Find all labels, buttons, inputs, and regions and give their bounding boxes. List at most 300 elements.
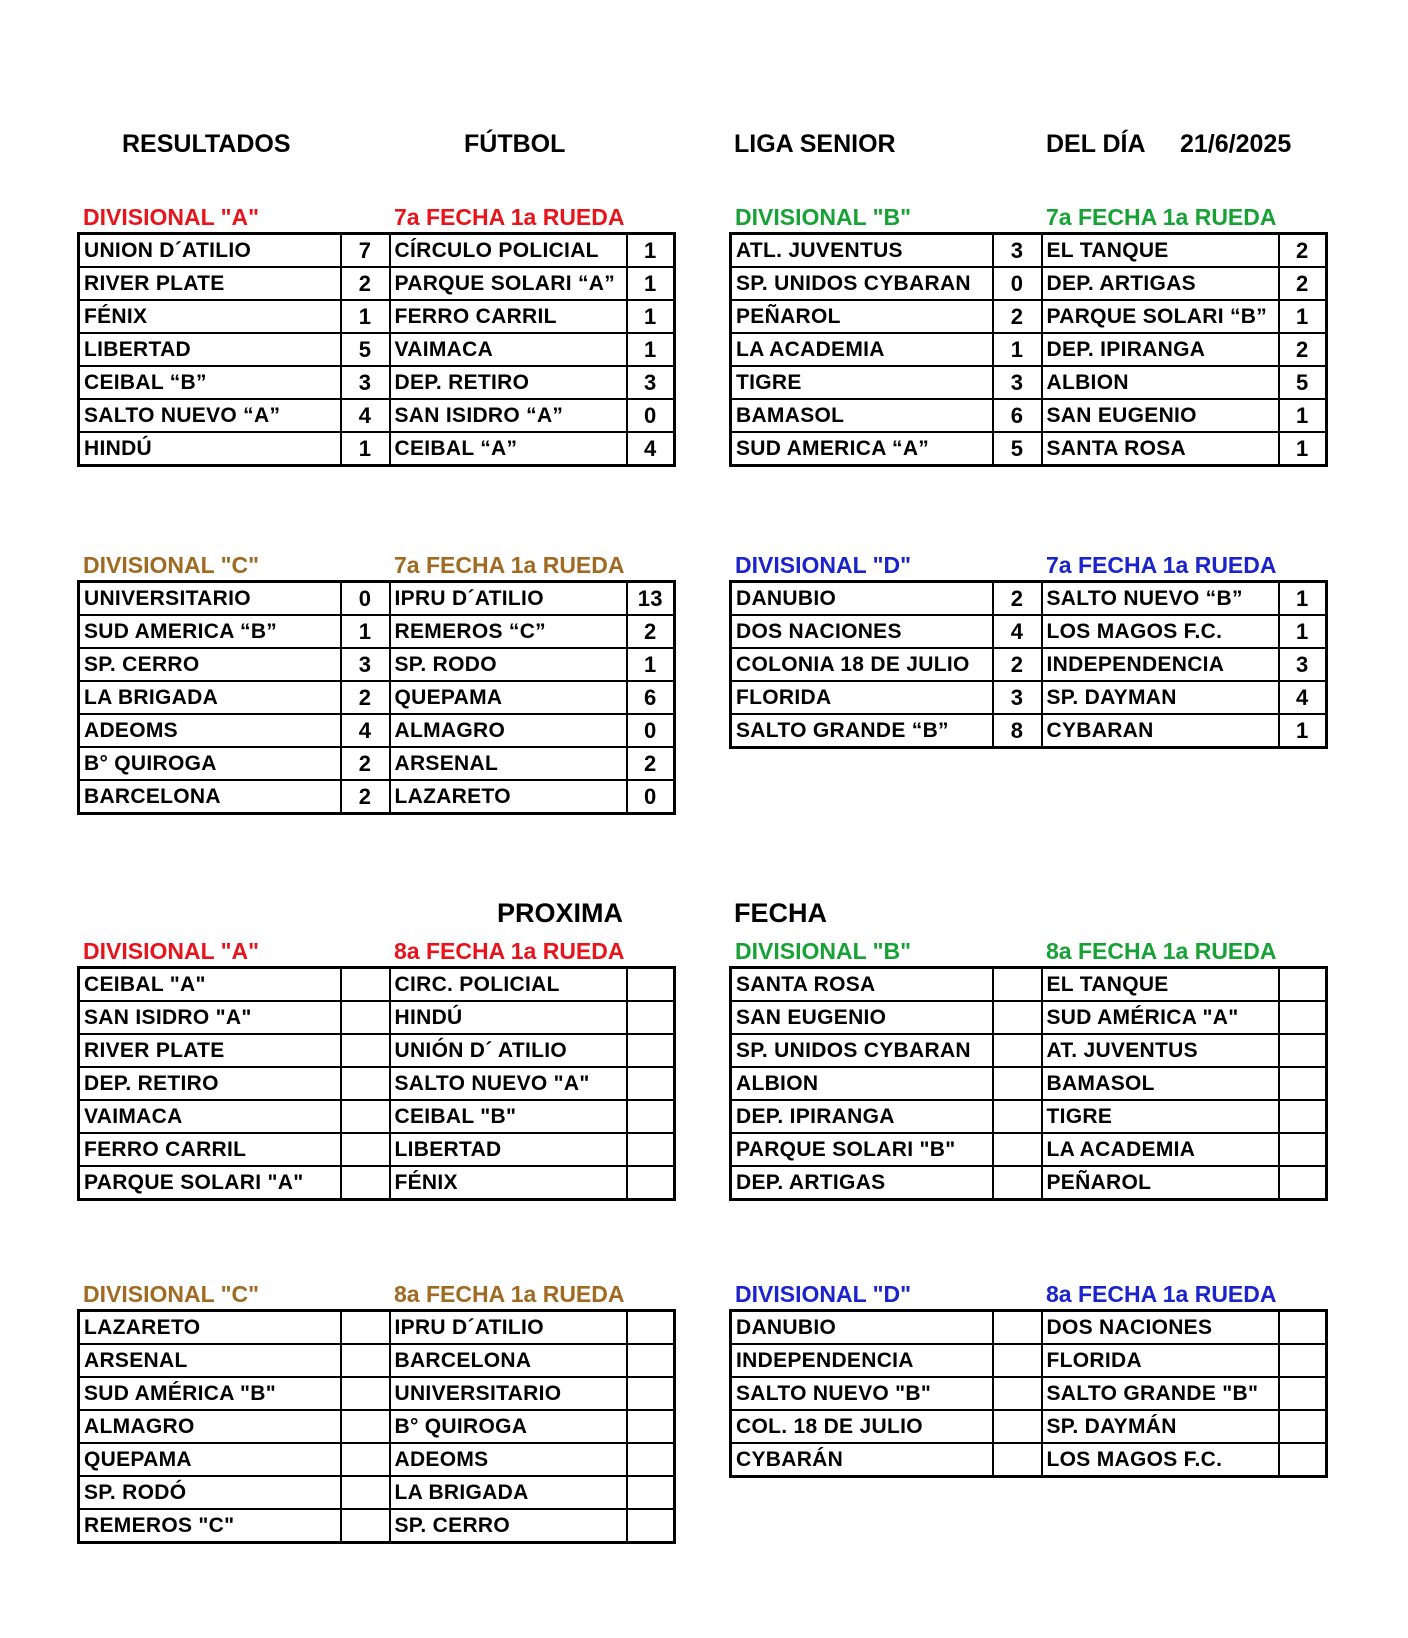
away-score xyxy=(627,1410,675,1443)
away-team: PEÑAROL xyxy=(1042,1166,1279,1200)
home-team: VAIMACA xyxy=(79,1100,341,1133)
divisional-title: DIVISIONAL "C" xyxy=(83,552,260,578)
home-score: 5 xyxy=(993,432,1042,466)
home-score: 0 xyxy=(993,267,1042,300)
match-row xyxy=(79,1311,675,1345)
home-team: SP. RODÓ xyxy=(79,1476,341,1509)
home-team: INDEPENDENCIA xyxy=(731,1344,993,1377)
away-team: CEIBAL “A” xyxy=(390,432,627,466)
home-score: 8 xyxy=(993,714,1042,748)
home-score: 4 xyxy=(341,399,390,432)
away-team: UNIVERSITARIO xyxy=(390,1377,627,1410)
away-team: SP. DAYMÁN xyxy=(1042,1410,1279,1443)
away-score: 1 xyxy=(1279,432,1327,466)
match-row xyxy=(731,432,1327,466)
round-label: 8a FECHA 1a RUEDA xyxy=(394,938,625,964)
home-score: 4 xyxy=(993,615,1042,648)
away-team: SUD AMÉRICA "A" xyxy=(1042,1001,1279,1034)
home-score: 2 xyxy=(993,300,1042,333)
away-score: 1 xyxy=(1279,714,1327,748)
next-title-row-c xyxy=(77,1277,676,1309)
away-team: IPRU D´ATILIO xyxy=(390,582,627,616)
away-team: BAMASOL xyxy=(1042,1067,1279,1100)
away-score: 3 xyxy=(627,366,675,399)
home-score xyxy=(993,1001,1042,1034)
next-block-a xyxy=(77,934,676,1201)
away-team: SALTO GRANDE "B" xyxy=(1042,1377,1279,1410)
match-row xyxy=(79,300,675,333)
away-team: SP. DAYMAN xyxy=(1042,681,1279,714)
home-score xyxy=(341,1166,390,1200)
home-score: 7 xyxy=(341,234,390,268)
away-team: CÍRCULO POLICIAL xyxy=(390,234,627,268)
away-team: DEP. IPIRANGA xyxy=(1042,333,1279,366)
home-team: ARSENAL xyxy=(79,1344,341,1377)
away-team: LIBERTAD xyxy=(390,1133,627,1166)
home-score xyxy=(993,968,1042,1002)
home-team: SP. UNIDOS CYBARAN xyxy=(731,267,993,300)
next-table-a xyxy=(77,966,676,1201)
match-row xyxy=(79,1133,675,1166)
header-liga: LIGA SENIOR xyxy=(734,130,896,158)
home-score: 5 xyxy=(341,333,390,366)
match-row xyxy=(79,582,675,616)
home-team: DEP. IPIRANGA xyxy=(731,1100,993,1133)
away-team: IPRU D´ATILIO xyxy=(390,1311,627,1345)
next-title-row-d xyxy=(729,1277,1328,1309)
away-team: FÉNIX xyxy=(390,1166,627,1200)
home-score xyxy=(993,1410,1042,1443)
home-score xyxy=(993,1443,1042,1477)
match-row xyxy=(731,366,1327,399)
away-team: LOS MAGOS F.C. xyxy=(1042,615,1279,648)
match-row xyxy=(731,681,1327,714)
home-team: FLORIDA xyxy=(731,681,993,714)
match-row xyxy=(79,399,675,432)
home-team: SANTA ROSA xyxy=(731,968,993,1002)
away-score: 1 xyxy=(1279,399,1327,432)
home-score xyxy=(341,1443,390,1476)
match-row xyxy=(731,648,1327,681)
home-team: ALMAGRO xyxy=(79,1410,341,1443)
away-team: SP. CERRO xyxy=(390,1509,627,1543)
next-block-b xyxy=(729,934,1328,1201)
away-score xyxy=(1279,1067,1327,1100)
round-label: 7a FECHA 1a RUEDA xyxy=(394,204,625,230)
away-team: FLORIDA xyxy=(1042,1344,1279,1377)
results-table-a xyxy=(77,232,676,467)
home-score xyxy=(341,1001,390,1034)
divisional-title: DIVISIONAL "B" xyxy=(735,938,912,964)
away-score xyxy=(627,1034,675,1067)
away-score xyxy=(627,1443,675,1476)
match-row xyxy=(731,1311,1327,1345)
home-team: DEP. ARTIGAS xyxy=(731,1166,993,1200)
match-row xyxy=(79,1410,675,1443)
away-score xyxy=(627,1133,675,1166)
results-block-c xyxy=(77,548,676,815)
match-row xyxy=(79,681,675,714)
away-team: SAN EUGENIO xyxy=(1042,399,1279,432)
header-del-dia: DEL DÍA xyxy=(1046,130,1146,158)
home-team: CEIBAL “B” xyxy=(79,366,341,399)
home-score xyxy=(993,1166,1042,1200)
home-score: 3 xyxy=(993,681,1042,714)
away-score xyxy=(1279,968,1327,1002)
match-row xyxy=(79,432,675,466)
away-team: SP. RODO xyxy=(390,648,627,681)
match-row xyxy=(79,234,675,268)
away-team: TIGRE xyxy=(1042,1100,1279,1133)
match-row xyxy=(731,267,1327,300)
away-score xyxy=(1279,1410,1327,1443)
home-team: RIVER PLATE xyxy=(79,267,341,300)
match-row xyxy=(79,1001,675,1034)
home-score: 2 xyxy=(341,681,390,714)
home-score: 1 xyxy=(993,333,1042,366)
home-team: SUD AMERICA “B” xyxy=(79,615,341,648)
home-score: 2 xyxy=(341,267,390,300)
match-row xyxy=(731,968,1327,1002)
home-team: DOS NACIONES xyxy=(731,615,993,648)
home-team: REMEROS "C" xyxy=(79,1509,341,1543)
away-score: 1 xyxy=(627,234,675,268)
home-score xyxy=(341,1100,390,1133)
home-score: 2 xyxy=(993,582,1042,616)
divisional-title: DIVISIONAL "D" xyxy=(735,552,912,578)
away-score xyxy=(1279,1344,1327,1377)
away-score xyxy=(1279,1001,1327,1034)
round-label: 8a FECHA 1a RUEDA xyxy=(394,1281,625,1307)
home-score: 1 xyxy=(341,432,390,466)
match-row xyxy=(79,747,675,780)
home-score xyxy=(341,1377,390,1410)
home-team: QUEPAMA xyxy=(79,1443,341,1476)
match-row xyxy=(79,1100,675,1133)
match-row xyxy=(79,648,675,681)
home-team: HINDÚ xyxy=(79,432,341,466)
home-team: UNION D´ATILIO xyxy=(79,234,341,268)
away-team: EL TANQUE xyxy=(1042,968,1279,1002)
away-score: 5 xyxy=(1279,366,1327,399)
away-score xyxy=(627,1067,675,1100)
away-team: BARCELONA xyxy=(390,1344,627,1377)
round-label: 7a FECHA 1a RUEDA xyxy=(1046,552,1277,578)
away-score: 0 xyxy=(627,780,675,814)
away-score xyxy=(1279,1133,1327,1166)
next-title-row-b xyxy=(729,934,1328,966)
away-score: 1 xyxy=(1279,300,1327,333)
home-team: UNIVERSITARIO xyxy=(79,582,341,616)
home-team: ATL. JUVENTUS xyxy=(731,234,993,268)
home-team: DEP. RETIRO xyxy=(79,1067,341,1100)
round-label: 7a FECHA 1a RUEDA xyxy=(1046,204,1277,230)
away-score xyxy=(627,1311,675,1345)
next-table-b xyxy=(729,966,1328,1201)
away-score: 1 xyxy=(627,333,675,366)
match-row xyxy=(731,1100,1327,1133)
home-score: 2 xyxy=(341,747,390,780)
home-score: 2 xyxy=(341,780,390,814)
match-row xyxy=(79,1166,675,1200)
home-team: ALBION xyxy=(731,1067,993,1100)
home-team: DANUBIO xyxy=(731,582,993,616)
away-team: SAN ISIDRO “A” xyxy=(390,399,627,432)
home-score xyxy=(341,1067,390,1100)
away-score xyxy=(627,1001,675,1034)
away-team: LA ACADEMIA xyxy=(1042,1133,1279,1166)
match-row xyxy=(79,1509,675,1543)
away-score xyxy=(627,1100,675,1133)
home-team: COL. 18 DE JULIO xyxy=(731,1410,993,1443)
results-title-row-a xyxy=(77,200,676,232)
away-score xyxy=(627,1166,675,1200)
match-row xyxy=(731,1166,1327,1200)
away-team: REMEROS “C” xyxy=(390,615,627,648)
match-row xyxy=(731,1133,1327,1166)
home-score xyxy=(341,1410,390,1443)
home-score xyxy=(993,1311,1042,1345)
match-row xyxy=(79,1034,675,1067)
home-score xyxy=(993,1377,1042,1410)
away-team: SANTA ROSA xyxy=(1042,432,1279,466)
away-score xyxy=(1279,1311,1327,1345)
away-team: CEIBAL "B" xyxy=(390,1100,627,1133)
away-score: 4 xyxy=(627,432,675,466)
next-table-c xyxy=(77,1309,676,1544)
away-score xyxy=(1279,1443,1327,1477)
match-row xyxy=(79,714,675,747)
home-team: SALTO NUEVO "B" xyxy=(731,1377,993,1410)
home-team: CYBARÁN xyxy=(731,1443,993,1477)
home-team: BAMASOL xyxy=(731,399,993,432)
away-score xyxy=(1279,1377,1327,1410)
home-score xyxy=(341,1311,390,1345)
away-team: HINDÚ xyxy=(390,1001,627,1034)
next-block-d xyxy=(729,1277,1328,1478)
home-team: SAN EUGENIO xyxy=(731,1001,993,1034)
home-team: ADEOMS xyxy=(79,714,341,747)
home-team: TIGRE xyxy=(731,366,993,399)
match-row xyxy=(79,333,675,366)
away-score xyxy=(627,1377,675,1410)
match-row xyxy=(79,1377,675,1410)
round-label: 7a FECHA 1a RUEDA xyxy=(394,552,625,578)
away-team: DEP. RETIRO xyxy=(390,366,627,399)
next-block-c xyxy=(77,1277,676,1544)
match-row xyxy=(731,714,1327,748)
home-score: 6 xyxy=(993,399,1042,432)
away-team: PARQUE SOLARI “B” xyxy=(1042,300,1279,333)
home-team: DANUBIO xyxy=(731,1311,993,1345)
away-score xyxy=(627,1509,675,1543)
round-label: 8a FECHA 1a RUEDA xyxy=(1046,1281,1277,1307)
results-table-b xyxy=(729,232,1328,467)
home-score xyxy=(993,1067,1042,1100)
away-team: B° QUIROGA xyxy=(390,1410,627,1443)
away-team: ARSENAL xyxy=(390,747,627,780)
home-score: 3 xyxy=(341,648,390,681)
results-block-b xyxy=(729,200,1328,467)
away-score: 1 xyxy=(1279,615,1327,648)
away-team: DEP. ARTIGAS xyxy=(1042,267,1279,300)
away-score xyxy=(627,1476,675,1509)
match-row xyxy=(79,615,675,648)
next-title-row-a xyxy=(77,934,676,966)
away-score: 1 xyxy=(627,267,675,300)
away-team: LA BRIGADA xyxy=(390,1476,627,1509)
away-team: FERRO CARRIL xyxy=(390,300,627,333)
proxima-label: PROXIMA xyxy=(497,898,624,928)
match-row xyxy=(731,1067,1327,1100)
results-table-d xyxy=(729,580,1328,749)
home-team: SAN ISIDRO "A" xyxy=(79,1001,341,1034)
away-team: QUEPAMA xyxy=(390,681,627,714)
away-score xyxy=(1279,1166,1327,1200)
home-score xyxy=(993,1133,1042,1166)
home-score xyxy=(993,1100,1042,1133)
home-score xyxy=(993,1344,1042,1377)
divisional-title: DIVISIONAL "D" xyxy=(735,1281,912,1307)
away-team: CYBARAN xyxy=(1042,714,1279,748)
home-score: 1 xyxy=(341,615,390,648)
away-team: LOS MAGOS F.C. xyxy=(1042,1443,1279,1477)
away-score xyxy=(1279,1100,1327,1133)
away-score: 2 xyxy=(1279,333,1327,366)
home-team: LA BRIGADA xyxy=(79,681,341,714)
away-score: 1 xyxy=(627,300,675,333)
match-row xyxy=(79,267,675,300)
away-team: DOS NACIONES xyxy=(1042,1311,1279,1345)
match-row xyxy=(731,1443,1327,1477)
match-row xyxy=(731,300,1327,333)
results-table-c xyxy=(77,580,676,815)
away-score: 2 xyxy=(627,747,675,780)
away-team: INDEPENDENCIA xyxy=(1042,648,1279,681)
away-team: UNIÓN D´ ATILIO xyxy=(390,1034,627,1067)
home-team: SP. UNIDOS CYBARAN xyxy=(731,1034,993,1067)
home-score: 3 xyxy=(993,234,1042,268)
away-team: ADEOMS xyxy=(390,1443,627,1476)
away-team: ALBION xyxy=(1042,366,1279,399)
match-row xyxy=(731,1377,1327,1410)
away-team: PARQUE SOLARI “A” xyxy=(390,267,627,300)
away-score: 3 xyxy=(1279,648,1327,681)
away-score: 1 xyxy=(1279,582,1327,616)
away-score: 2 xyxy=(1279,234,1327,268)
home-team: RIVER PLATE xyxy=(79,1034,341,1067)
home-team: SUD AMÉRICA "B" xyxy=(79,1377,341,1410)
home-team: B° QUIROGA xyxy=(79,747,341,780)
match-row xyxy=(731,234,1327,268)
home-team: FERRO CARRIL xyxy=(79,1133,341,1166)
next-table-d xyxy=(729,1309,1328,1478)
home-team: SALTO NUEVO “A” xyxy=(79,399,341,432)
away-score: 0 xyxy=(627,399,675,432)
home-team: LAZARETO xyxy=(79,1311,341,1345)
header-futbol: FÚTBOL xyxy=(464,130,566,158)
results-block-d xyxy=(729,548,1328,749)
home-score: 1 xyxy=(341,300,390,333)
home-team: PARQUE SOLARI "B" xyxy=(731,1133,993,1166)
home-team: SALTO GRANDE “B” xyxy=(731,714,993,748)
match-row xyxy=(731,1410,1327,1443)
match-row xyxy=(731,582,1327,616)
away-score: 2 xyxy=(627,615,675,648)
away-team: EL TANQUE xyxy=(1042,234,1279,268)
match-row xyxy=(79,1476,675,1509)
away-team: ALMAGRO xyxy=(390,714,627,747)
home-score xyxy=(341,1034,390,1067)
home-team: BARCELONA xyxy=(79,780,341,814)
match-row xyxy=(731,1034,1327,1067)
away-team: SALTO NUEVO “B” xyxy=(1042,582,1279,616)
match-row xyxy=(79,780,675,814)
fecha-label: FECHA xyxy=(734,898,827,928)
away-score xyxy=(1279,1034,1327,1067)
home-team: SUD AMERICA “A” xyxy=(731,432,993,466)
away-score xyxy=(627,1344,675,1377)
home-score xyxy=(341,968,390,1002)
round-label: 8a FECHA 1a RUEDA xyxy=(1046,938,1277,964)
home-score xyxy=(341,1133,390,1166)
match-row xyxy=(79,366,675,399)
home-score: 3 xyxy=(993,366,1042,399)
results-title-row-d xyxy=(729,548,1328,580)
away-score xyxy=(627,968,675,1002)
away-team: AT. JUVENTUS xyxy=(1042,1034,1279,1067)
away-score: 0 xyxy=(627,714,675,747)
away-team: CIRC. POLICIAL xyxy=(390,968,627,1002)
divisional-title: DIVISIONAL "C" xyxy=(83,1281,260,1307)
match-row xyxy=(731,1001,1327,1034)
match-row xyxy=(731,399,1327,432)
match-row xyxy=(731,333,1327,366)
away-score: 2 xyxy=(1279,267,1327,300)
home-team: FÉNIX xyxy=(79,300,341,333)
match-row xyxy=(731,1344,1327,1377)
home-team: PEÑAROL xyxy=(731,300,993,333)
home-team: PARQUE SOLARI "A" xyxy=(79,1166,341,1200)
header-resultados: RESULTADOS xyxy=(122,130,291,158)
home-score: 2 xyxy=(993,648,1042,681)
home-score xyxy=(341,1344,390,1377)
home-team: CEIBAL "A" xyxy=(79,968,341,1002)
match-row xyxy=(79,1443,675,1476)
match-row xyxy=(79,1067,675,1100)
home-score xyxy=(993,1034,1042,1067)
home-score: 0 xyxy=(341,582,390,616)
away-score: 4 xyxy=(1279,681,1327,714)
header-date: 21/6/2025 xyxy=(1180,130,1292,158)
away-team: SALTO NUEVO "A" xyxy=(390,1067,627,1100)
away-score: 1 xyxy=(627,648,675,681)
results-block-a xyxy=(77,200,676,467)
away-score: 13 xyxy=(627,582,675,616)
home-score: 4 xyxy=(341,714,390,747)
home-score xyxy=(341,1476,390,1509)
away-score: 6 xyxy=(627,681,675,714)
results-title-row-b xyxy=(729,200,1328,232)
match-row xyxy=(79,1344,675,1377)
home-score xyxy=(341,1509,390,1543)
away-team: LAZARETO xyxy=(390,780,627,814)
home-team: LA ACADEMIA xyxy=(731,333,993,366)
away-team: VAIMACA xyxy=(390,333,627,366)
home-score: 3 xyxy=(341,366,390,399)
home-team: SP. CERRO xyxy=(79,648,341,681)
divisional-title: DIVISIONAL "B" xyxy=(735,204,912,230)
